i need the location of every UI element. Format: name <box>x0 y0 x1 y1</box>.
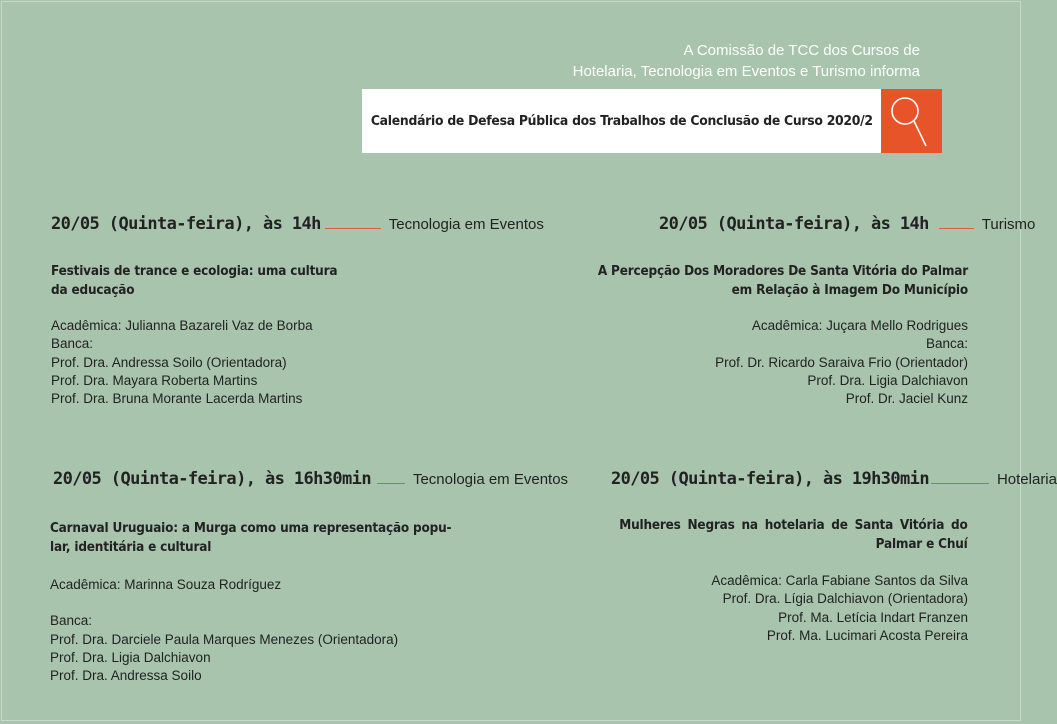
divider-line <box>939 228 974 229</box>
search-icon <box>881 89 942 153</box>
search-button[interactable] <box>881 89 942 153</box>
session-1-member: Prof. Dra. Andressa Soilo (Orientadora) <box>51 354 287 370</box>
session-4-course: Hotelaria <box>996 470 1057 488</box>
session-1-datetime: 20/05 (Quinta-feira), às 14h <box>51 214 321 234</box>
session-3-member: Prof. Dra. Andressa Soilo <box>50 668 202 684</box>
session-3-datetime: 20/05 (Quinta-feira), às 16h30min <box>53 469 371 489</box>
session-4-member: Prof. Dra. Lígia Dalchiavon (Orientadora) <box>722 591 968 607</box>
session-1-banca-label: Banca: <box>51 336 94 352</box>
intro-line-1: A Comissão de TCC dos Cursos de <box>683 42 920 59</box>
session-1-member: Prof. Dra. Bruna Morante Lacerda Martins <box>51 391 303 407</box>
session-2-course: Turismo <box>981 215 1036 233</box>
session-3-title-line-1: Carnaval Uruguaio: a Murga como uma representação popu- <box>50 521 452 536</box>
session-2-member: Prof. Dr. Ricardo Saraiva Frio (Orientador) <box>715 354 968 370</box>
session-3-title-line-2: lar, identitária e cultural <box>50 540 212 555</box>
session-4-heading <box>611 469 1057 489</box>
page-title: Calendário de Defesa Pública dos Trabalhos de Conclusão de Curso 2020/2 <box>370 113 873 129</box>
session-1-student: Acadêmica: Julianna Bazareli Vaz de Borba <box>51 318 313 333</box>
session-2-banca-label: Banca: <box>925 336 968 352</box>
session-4-member: Prof. Ma. Letícia Indart Franzen <box>778 609 968 625</box>
session-4-details <box>711 572 968 645</box>
session-1-details <box>51 317 313 408</box>
divider-line <box>931 483 989 484</box>
session-1-title <box>51 262 359 300</box>
intro-line-2: Hotelaria, Tecnologia em Eventos e Turismo informa <box>572 63 920 80</box>
spacer <box>50 594 398 612</box>
session-1-course: Tecnologia em Eventos <box>388 215 544 233</box>
session-2-details <box>715 317 968 408</box>
session-3-banca-label: Banca: <box>50 613 93 629</box>
session-3-details <box>50 576 398 685</box>
session-3-member: Prof. Dra. Darciele Paula Marques Menezes (Orientadora) <box>50 631 399 647</box>
session-2-title-line-1: A Percepção Dos Moradores De Santa Vitória do Palmar <box>597 264 968 279</box>
session-1-title-line-1: Festivais de trance e ecologia: uma cultura <box>51 264 338 279</box>
session-4-title-line-2: Palmar e Chuí <box>876 537 968 552</box>
session-3-title <box>50 519 482 557</box>
session-3-member: Prof. Dra. Ligia Dalchiavon <box>50 649 211 665</box>
session-4-title-line-1: Mulheres Negras na hotelaria de Santa Vitória do <box>619 518 968 533</box>
session-1-title-line-2: da educação <box>51 283 135 298</box>
session-2-heading <box>659 214 1035 234</box>
session-1-member: Prof. Dra. Mayara Roberta Martins <box>51 372 258 388</box>
session-2-member: Prof. Dr. Jaciel Kunz <box>845 391 968 407</box>
divider-line <box>377 483 405 484</box>
session-3-course: Tecnologia em Eventos <box>412 470 569 488</box>
session-2-datetime: 20/05 (Quinta-feira), às 14h <box>659 214 929 234</box>
session-4-datetime: 20/05 (Quinta-feira), às 19h30min <box>611 469 929 489</box>
session-2-title-line-2: em Relação à Imagem Do Município <box>731 283 968 298</box>
title-banner <box>362 89 881 153</box>
intro-text <box>573 40 920 82</box>
session-4-student: Acadêmica: Carla Fabiane Santos da Silva <box>711 573 968 588</box>
session-2-member: Prof. Dra. Ligia Dalchiavon <box>807 372 968 388</box>
session-4-title <box>593 516 968 554</box>
divider-line <box>325 228 381 229</box>
session-3-heading <box>53 469 568 489</box>
session-2-student: Acadêmica: Juçara Mello Rodrigues <box>751 318 968 333</box>
session-1-heading <box>51 214 544 234</box>
session-3-student: Acadêmica: Marinna Souza Rodríguez <box>50 577 282 592</box>
session-2-title <box>570 262 968 300</box>
session-4-member: Prof. Ma. Lucimari Acosta Pereira <box>766 627 968 643</box>
